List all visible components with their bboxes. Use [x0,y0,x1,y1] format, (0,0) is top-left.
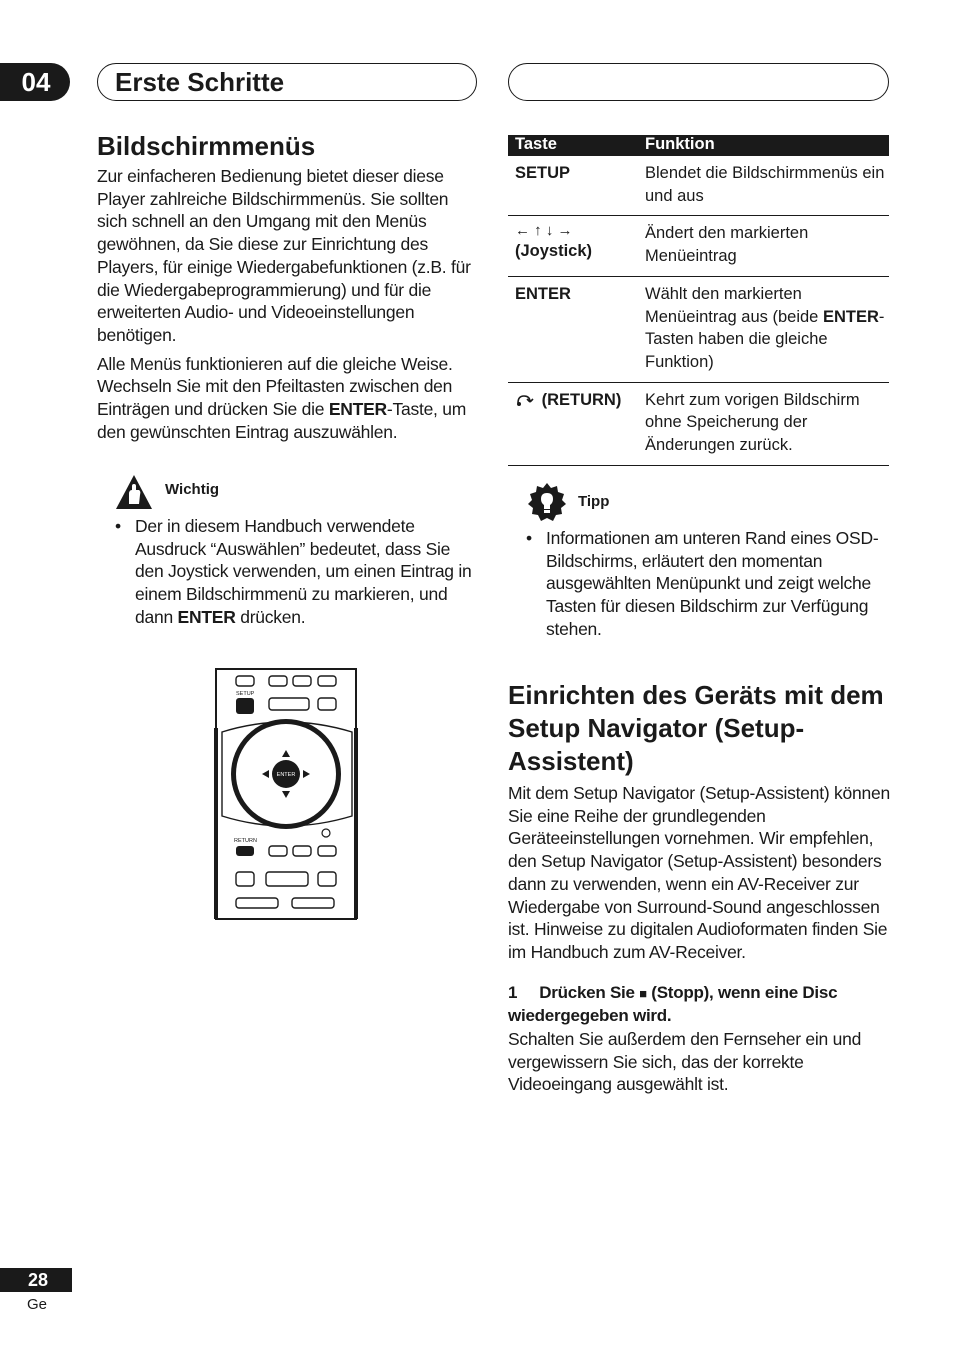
language-code: Ge [27,1296,48,1313]
table-function: Kehrt zum vorigen Bildschirm ohne Speicherung der Änderungen zurück. [638,382,889,465]
important-title: Wichtig [165,481,220,498]
table-key: ← ↑ ↓ → (Joystick) [508,216,638,276]
menu-paragraph: Alle Menüs funktionieren auf die gleiche Weise. Wechseln Sie mit den Pfeiltasten zwischen den Einträgen und drücken Sie die ENTER-Taste, um den gewünschten Eintrag auszuwählen. [97,353,467,442]
tip-bullet: • Informationen am unteren Rand eines OSD-Bildschirms, erläutert den momentan ausgewählten Menüpunkt und zeigt welche Tasten für diesen Bildschirm zur Verfügung stehen. [508,527,889,641]
warning-icon [115,474,153,515]
table-row [508,276,889,382]
step-1-text: Schalten Sie außerdem den Fernseher ein und vergewissern Sie sich, das der korrekte Videoeingang ausgewählt ist. [508,1029,862,1095]
chapter-number-badge: 04 [0,63,70,101]
table-header-function: Funktion [638,135,889,156]
remote-setup-label: SETUP [236,691,255,697]
remote-control-illustration [214,668,360,925]
intro-paragraph: Zur einfacheren Bedienung bietet dieser diese Player zahlreiche Bildschirmmenüs. Sie sollten sich schnell an den Umgang mit den Menüs gewöhnen, da Sie diese zur Einrichtung des Players, für einige Wiedergabefunktionen (z.B. für die Wiedergabeprogrammierung) und für die erweiterten Audio- und Videoeinstellungen benötigen. [97,166,471,345]
arrow-keys-icon: ← ↑ ↓ → [515,222,573,240]
chapter-title: Erste Schritte [115,67,285,97]
table-key: ENTER [508,276,638,382]
function-table [508,135,889,466]
important-note [97,515,472,629]
table-key: (RETURN) [508,382,638,465]
table-row [508,156,889,216]
tip-note [508,527,889,641]
table-row [508,216,889,276]
setup-navigator-section [508,679,893,1102]
section-title-setup-navigator: Einrichten des Geräts mit dem Setup Navigator (Setup-Assistent) [508,680,884,776]
table-function: Wählt den markierten Menüeintrag aus (beide ENTER-Tasten haben die gleiche Funktion) [638,276,889,382]
setup-intro-paragraph: Mit dem Setup Navigator (Setup-Assistent) können Sie eine Reihe der grundlegenden Geräteeinstellungen vornehmen. Wir empfehlen, den Setup Navigator (Setup-Assistent) besonders dann zu verwenden, wenn ein AV-Receiver zur Wiedergabe von Surround-Sound angeschlossen ist. Hinweise zu digitalen Audioformaten finden Sie im Handbuch zum AV-Receiver. [508,783,890,962]
table-key: SETUP [508,156,638,216]
remote-return-label: RETURN [234,838,257,844]
tip-title: Tipp [578,493,610,510]
stop-icon: ■ [639,985,647,1001]
tip-lightbulb-icon [527,482,567,527]
table-header-key: Taste [508,135,638,156]
return-icon [515,391,537,409]
page-number: 28 [0,1268,72,1292]
remote-enter-label: ENTER [276,772,296,778]
left-column [97,130,472,449]
section-title-bildschirmmenues: Bildschirmmenüs [97,131,316,161]
table-function: Blendet die Bildschirmmenüs ein und aus [638,156,889,216]
table-row [508,382,889,465]
header-empty-frame [508,63,889,101]
step-1-heading: 1 Drücken Sie ■ (Stopp), wenn eine Disc wiedergegeben wird. [508,982,838,1026]
important-bullet: • Der in diesem Handbuch verwendete Ausdruck “Auswählen” bedeutet, dass Sie den Joystick verwenden, um einen Eintrag in einem Bildschirmmenü zu markieren, und dann ENTER drücken. [97,515,472,629]
table-function: Ändert den markierten Menüeintrag [638,216,889,276]
